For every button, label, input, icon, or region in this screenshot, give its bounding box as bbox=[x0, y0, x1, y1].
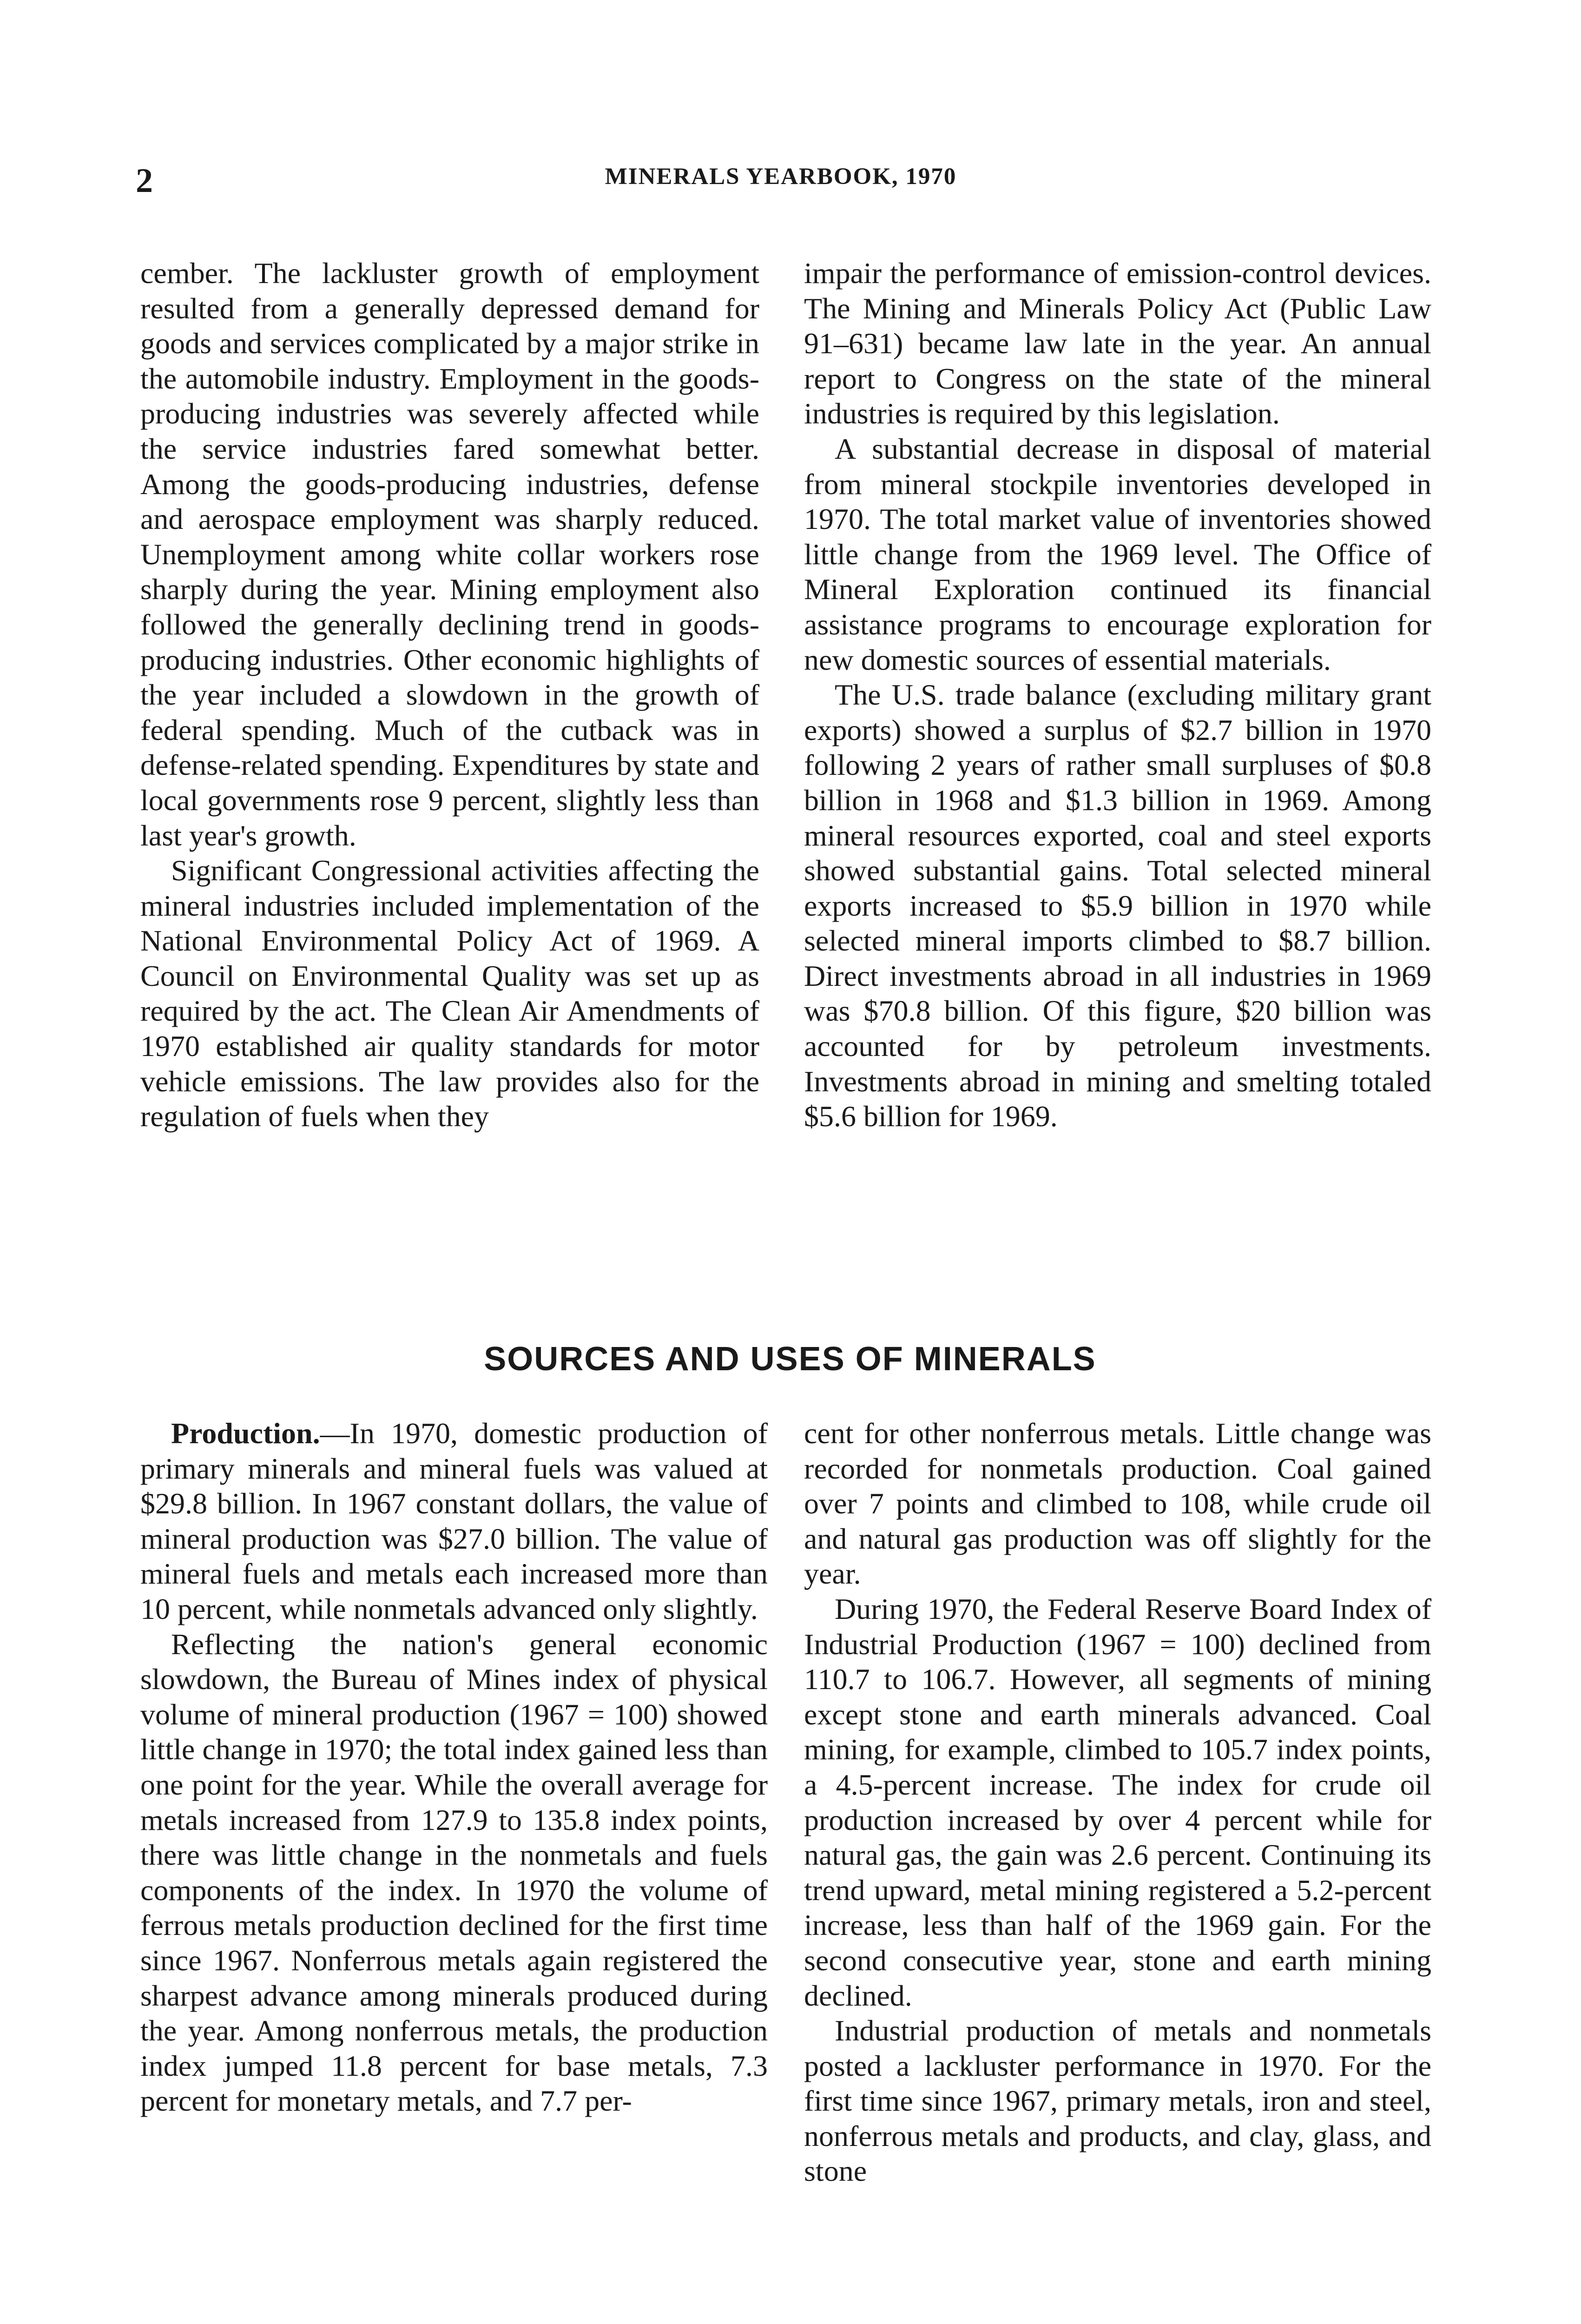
run-in-heading: Production. bbox=[171, 1417, 320, 1450]
page-number: 2 bbox=[136, 162, 153, 200]
paragraph: cent for other nonferrous metals. Little change was recorded for nonmetals production. Coal gained over 7 points and climbed to 108, while crude oil and natural gas production was off slightly for the year. bbox=[804, 1417, 1431, 1591]
paragraph: impair the performance of emission-control devices. The Mining and Minerals Policy Act (Public Law 91–631) became law late in the year. An annual report to Congress on the state of the mineral industries is required by this legislation. bbox=[804, 257, 1431, 430]
section-right-column bbox=[804, 1416, 1431, 2189]
paragraph: Significant Congressional activities affecting the mineral industries included implementation of the National Environmental Policy Act of 1969. A Council on Environmental Quality was set up as required by the act. The Clean Air Amendments of 1970 established air quality standards for motor vehicle emissions. The law provides also for the regulation of fuels when they bbox=[140, 854, 759, 1133]
top-left-column bbox=[140, 256, 759, 1134]
top-right-column bbox=[804, 256, 1431, 1134]
running-head: MINERALS YEARBOOK, 1970 bbox=[605, 164, 957, 190]
paragraph: Reflecting the nation's general economic slowdown, the Bureau of Mines index of physical volume of mineral production (1967 = 100) showed little change in 1970; the total index gained less than one point for the year. While the overall average for metals increased from 127.9 to 135.8 index points, there was little change in the nonmetals and fuels components of the index. In 1970 the volume of ferrous metals production declined for the first time since 1967. Nonferrous metals again registered the sharpest advance among minerals produced during the year. Among nonferrous metals, the production index jumped 11.8 percent for base metals, 7.3 percent for monetary metals, and 7.7 per- bbox=[140, 1627, 768, 2118]
section-left-column bbox=[140, 1416, 768, 2119]
paragraph-text: —In 1970, domestic production of primary minerals and mineral fuels was valued at $29.8 billion. In 1967 constant dollars, the value of mineral production was $27.0 billion. The value of mineral fuels and metals each increased more than 10 percent, while nonmetals advanced only slightly. bbox=[140, 1417, 768, 1625]
section-heading: SOURCES AND USES OF MINERALS bbox=[484, 1340, 1096, 1378]
paragraph: Industrial production of metals and nonmetals posted a lackluster performance in 1970. For the first time since 1967, primary metals, iron and steel, nonferrous metals and products, and clay, glass, and stone bbox=[804, 2014, 1431, 2188]
paragraph: During 1970, the Federal Reserve Board Index of Industrial Production (1967 = 100) declined from 110.7 to 106.7. However, all segments of mining except stone and earth minerals advanced. Coal mining, for example, climbed to 105.7 index points, a 4.5-percent increase. The index for crude oil production increased by over 4 percent while for natural gas, the gain was 2.6 percent. Continuing its trend upward, metal mining registered a 5.2-percent increase, less than half of the 1969 gain. For the second consecutive year, stone and earth mining declined. bbox=[804, 1592, 1431, 2012]
paragraph: cember. The lackluster growth of employment resulted from a generally depressed demand for goods and services complicated by a major strike in the automobile industry. Employment in the goods-producing industries was severely affected while the service industries fared somewhat better. Among the goods-producing industries, defense and aerospace employment was sharply reduced. Unemployment among white collar workers rose sharply during the year. Mining employment also followed the generally declining trend in goods-producing industries. Other economic highlights of the year included a slowdown in the growth of federal spending. Much of the cutback was in defense-related spending. Expenditures by state and local governments rose 9 percent, slightly less than last year's growth. bbox=[140, 257, 759, 852]
paragraph: The U.S. trade balance (excluding military grant exports) showed a surplus of $2.7 billion in 1970 following 2 years of rather small surpluses of $0.8 billion in 1968 and $1.3 billion in 1969. Among mineral resources exported, coal and steel exports showed substantial gains. Total selected mineral exports increased to $5.9 billion in 1970 while selected mineral imports climbed to $8.7 billion. Direct investments abroad in all industries in 1969 was $70.8 billion. Of this figure, $20 billion was accounted for by petroleum investments. Investments abroad in mining and smelting totaled $5.6 billion for 1969. bbox=[804, 678, 1431, 1133]
paragraph: A substantial decrease in disposal of material from mineral stockpile inventories developed in 1970. The total market value of inventories showed little change from the 1969 level. The Office of Mineral Exploration continued its financial assistance programs to encourage exploration for new domestic sources of essential materials. bbox=[804, 432, 1431, 676]
paragraph bbox=[140, 1416, 768, 1627]
